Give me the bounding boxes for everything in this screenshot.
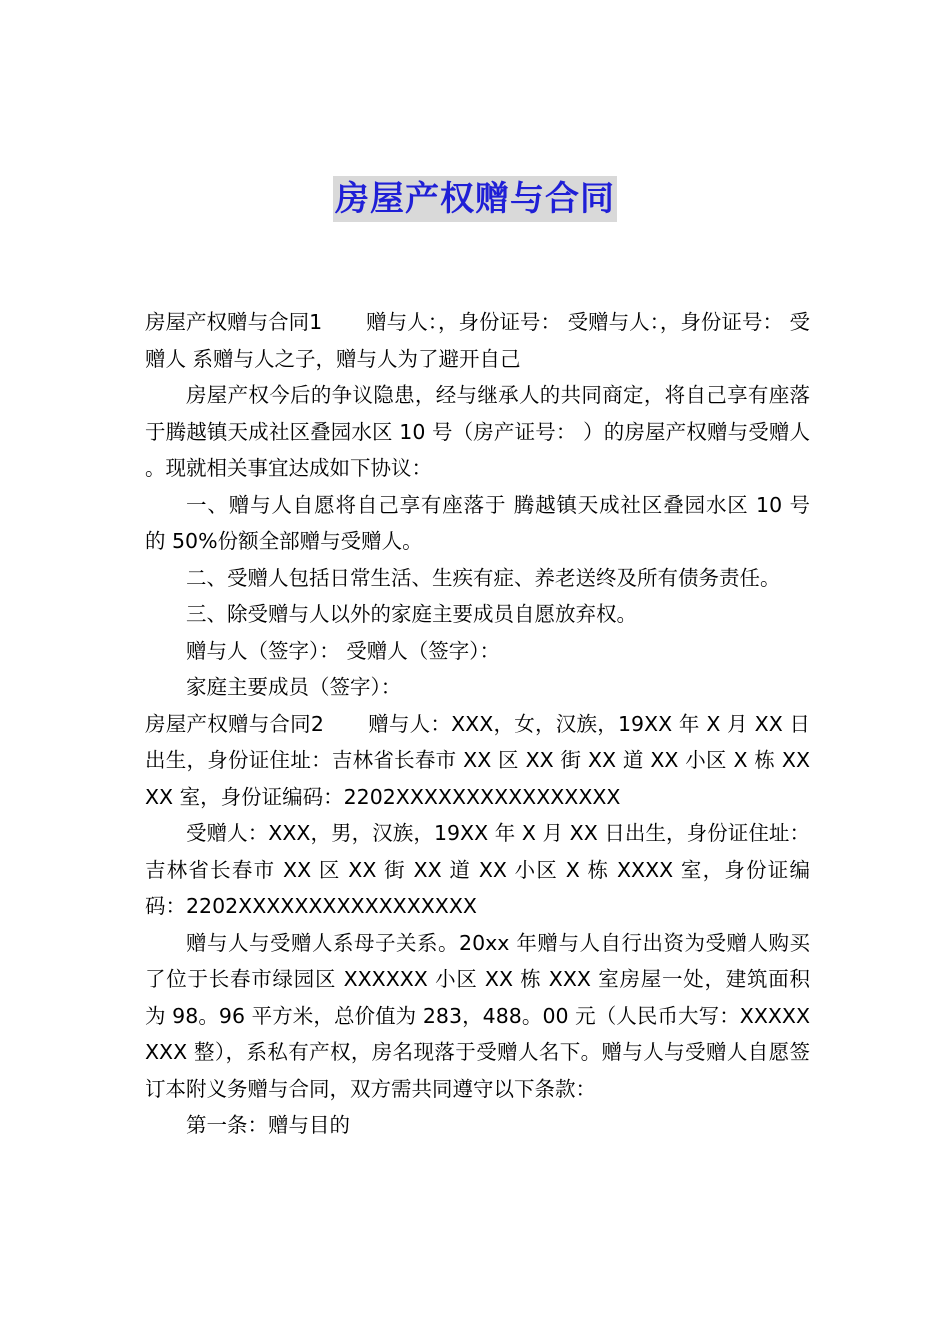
paragraph-text: 受赠人：XXX，男，汉族，19XX 年 X 月 XX 日出生，身份证住址：吉林省长春市 XX 区 XX 街 XX 道 XX 小区 X 栋 XXXX 室，身份证编码：2202XXXXXXXXXXXXXXXXX <box>145 821 810 918</box>
paragraph-text: 赠与人：XXX，女，汉族，19XX 年 X 月 XX 日出生，身份证住址：吉林省长春市 XX 区 XX 街 XX 道 XX 小区 X 栋 XXXX 室，身份证编码：2202XXXXXXXXXXXXXXXX <box>145 711 810 809</box>
paragraph-text: 一、赠与人自愿将自己享有座落于 腾越镇天成社区叠园水区 10 号 的 50%份额全部赠与受赠人。 <box>145 492 810 553</box>
paragraph <box>145 487 810 560</box>
paragraph <box>145 304 810 377</box>
title-container <box>0 176 950 222</box>
paragraph-text: 赠与人与受赠人系母子关系。20xx 年赠与人自行出资为受赠人购买了位于长春市绿园区 XXXXXX 小区 XX 栋 XXX 室房屋一处，建筑面积为 98。96 平方米，总价值为 283，488。00 元（人民币大写：XXXXXXXX 整），系私有产权，房名现落于受赠人名下。赠与人与受赠人自愿签订本附义务赠与合同，双方需共同遵守以下条款： <box>145 930 810 1101</box>
paragraph-text: 第一条：赠与目的 <box>186 1113 350 1137</box>
paragraph-text: 赠与人：，身份证号： 受赠与人：，身份证号： 受赠人 系赠与人之子，赠与人为了避开自己 <box>145 310 810 371</box>
paragraph <box>145 596 810 633</box>
document-body <box>145 304 810 1144</box>
paragraph <box>145 1107 810 1144</box>
paragraph-text: 三、除受赠与人以外的家庭主要成员自愿放弃权。 <box>186 602 637 626</box>
paragraph <box>145 560 810 597</box>
paragraph-text: 赠与人（签字）： 受赠人（签字）： <box>186 638 501 663</box>
section-heading: 房屋产权赠与合同1 <box>145 310 323 334</box>
paragraph <box>145 669 810 706</box>
paragraph <box>145 377 810 487</box>
paragraph <box>145 815 810 925</box>
paragraph <box>145 633 810 670</box>
paragraph-text: 房屋产权今后的争议隐患，经与继承人的共同商定，将自己享有座落于腾越镇天成社区叠园水区 10 号（房产证号： ）的房屋产权赠与受赠人 。现就相关事宜达成如下协议： <box>145 383 810 480</box>
paragraph-text: 家庭主要成员（签字）： <box>186 675 402 699</box>
section-heading: 房屋产权赠与合同2 <box>145 711 324 736</box>
document-title: 房屋产权赠与合同 <box>333 176 617 222</box>
paragraph <box>145 706 810 816</box>
paragraph-text: 二、受赠人包括日常生活、生疾有症、养老送终及所有债务责任。 <box>186 565 781 590</box>
paragraph <box>145 925 810 1108</box>
